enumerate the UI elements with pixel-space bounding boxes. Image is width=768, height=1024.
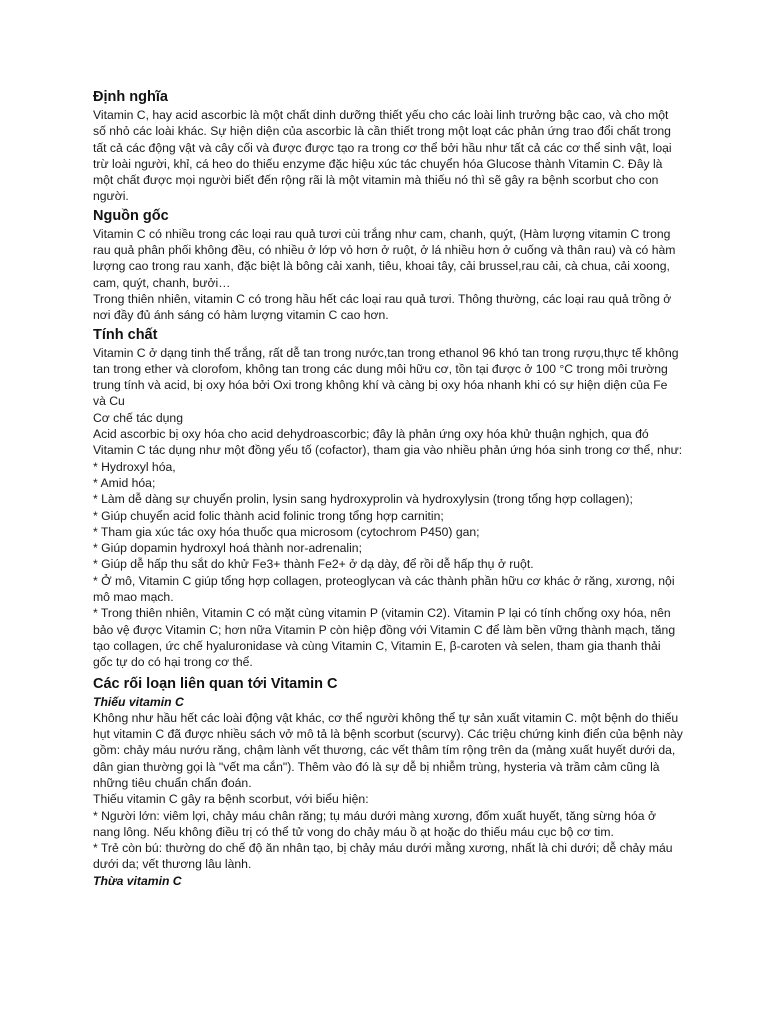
paragraph-dinh-nghia: Vitamin C, hay acid ascorbic là một chất dinh dưỡng thiết yếu cho các loài linh trưởng bậc cao, và cho một số nhỏ các loài khác. Sự hiện diện của ascorbic là cần thiết trong một loạt các phản ứng trao đổi chất trong tất cả các động vật và cây cối và được được tạo ra trong cơ thể bởi hầu như tất cả các cơ thể sinh vật, loại trừ loài người, khỉ, cá heo do thiếu enzyme đặc hiệu xúc tác chuyển hóa Glucose thành Vitamin C. Đây là một chất được mọi người biết đến rộng rãi là một vitamin mà thiếu nó thì sẽ gây ra bệnh scorbut cho con người. <box>93 108 672 204</box>
bullet-item: * Người lớn: viêm lợi, chảy máu chân răng; tụ máu dưới màng xương, đốm xuất huyết, tăng sừng hóa ở nang lông. Nếu không điều trị có thể tử vong do chảy máu ồ ạt hoặc do thiếu máu cục bộ cơ tim. <box>93 808 656 839</box>
mechanism-paragraph: Acid ascorbic bị oxy hóa cho acid dehydroascorbic; đây là phản ứng oxy hóa khử thuận nghịch, qua đó Vitamin C tác dụng như một đồng yếu tố (cofactor), tham gia vào nhiều phản ứng hóa sinh trong cơ thể, như: <box>93 427 683 458</box>
paragraph-thieu-intro: Thiếu vitamin C gây ra bệnh scorbut, với biểu hiện: <box>93 792 369 807</box>
bullet-item: * Tham gia xúc tác oxy hóa thuốc qua microsom (cytochrom P450) gan; <box>93 524 480 539</box>
mechanism-title: Cơ chế tác dụng <box>93 410 183 425</box>
paragraph-tinh-chat: Vitamin C ở dạng tinh thể trắng, rất dễ tan trong nước,tan trong ethanol 96 khó tan trong rượu,thực tế không tan trong ether và clorofom, không tan trong các dung môi hữu cơ, tồn tại được ở 100 °C trong môi trường trung tính và acid, bị oxy hóa bởi Oxi trong không khí và càng bị oxy hóa nhanh khi có sự hiện diện của Fe và Cu <box>93 345 679 409</box>
bullet-item: * Làm dễ dàng sự chuyển prolin, lysin sang hydroxyprolin và hydroxylysin (trong tổng hợp collagen); <box>93 492 633 507</box>
bullet-item: * Ở mô, Vitamin C giúp tổng hợp collagen, proteoglycan và các thành phần hữu cơ khác ở răng, xương, nội mô mao mạch. <box>93 573 675 605</box>
paragraph-nguon-goc-2: Trong thiên nhiên, vitamin C có trong hầu hết các loại rau quả tươi. Thông thường, các loại rau quả trồng ở nơi đầy đủ ánh sáng có hàm lượng vitamin C cao hơn. <box>93 291 672 323</box>
heading-tinh-chat: Tính chất <box>93 326 158 343</box>
bullet-item: * Hydroxyl hóa, <box>93 459 176 474</box>
bullet-item: * Amid hóa; <box>93 475 156 490</box>
heading-nguon-goc: Nguồn gốc <box>93 207 169 224</box>
bullet-item: * Giúp dopamin hydroxyl hoá thành nor-adrenalin; <box>93 541 362 556</box>
subheading-thua-vitamin-c: Thừa vitamin C <box>93 873 182 888</box>
heading-dinh-nghia: Định nghĩa <box>93 89 168 105</box>
subheading-thieu-vitamin-c: Thiếu vitamin C <box>93 694 184 709</box>
bullet-item: * Giúp chuyển acid folic thành acid folinic trong tổng hợp carnitin; <box>93 508 444 523</box>
bullet-item: * Trẻ còn bú: thường do chế độ ăn nhân tạo, bị chảy máu dưới mằng xương, nhất là chi dưới; dễ chảy máu dưới da; vết thương lâu lành. <box>93 841 673 872</box>
paragraph-thieu-vitamin-c: Không như hầu hết các loài động vật khác, cơ thể người không thể tự sản xuất vitamin C. một bệnh do thiếu hụt vitamin C đã được nhiều sách vở mô tả là bệnh scorbut (scurvy). Các triệu chứng kinh điển của bệnh này gồm: chảy máu nướu răng, chậm lành vết thương, các vết thâm tím rộng trên da (mảng xuất huyết dưới da, dân gian thường gọi là "vết ma cắn"). Thêm vào đó là sự dễ bị nhiễm trùng, hysteria và trầm cảm cũng là những tiêu chuẩn chẩn đoán. <box>93 710 683 790</box>
paragraph-nguon-goc-1: Vitamin C có nhiều trong các loại rau quả tươi cùi trắng như cam, chanh, quýt, (Hàm lượng vitamin C trong rau quả phân phối không đều, có nhiều ở lớp vỏ hơn ở ruột, ở lá nhiều hơn ở cuống và thân rau) và có hàm lượng cao trong rau xanh, đặc biệt là bông cải xanh, tiêu, khoai tây, cải brussel,rau cải, cà chua, cải xoong, cam, quýt, chanh, bưởi… <box>93 226 676 290</box>
bullet-item: * Giúp dễ hấp thu sắt do khử Fe3+ thành Fe2+ ở dạ dày, để rồi dễ hấp thụ ở ruột. <box>93 557 534 572</box>
bullet-item: * Trong thiên nhiên, Vitamin C có mặt cùng vitamin P (vitamin C2). Vitamin P lại có tính chống oxy hóa, nên bảo vệ được Vitamin C; hơn nữa Vitamin P còn hiệp đồng với Vitamin C để làm bền vững thành mạch, tăng tạo collagen, ức chế hyaluronidase và cùng Vitamin C, Vitamin E, β-caroten và selen, tham gia thanh thải gốc tự do có hại trong cơ thể. <box>93 606 676 670</box>
document-page <box>93 88 683 889</box>
heading-roi-loan: Các rối loạn liên quan tới Vitamin C <box>93 675 338 692</box>
